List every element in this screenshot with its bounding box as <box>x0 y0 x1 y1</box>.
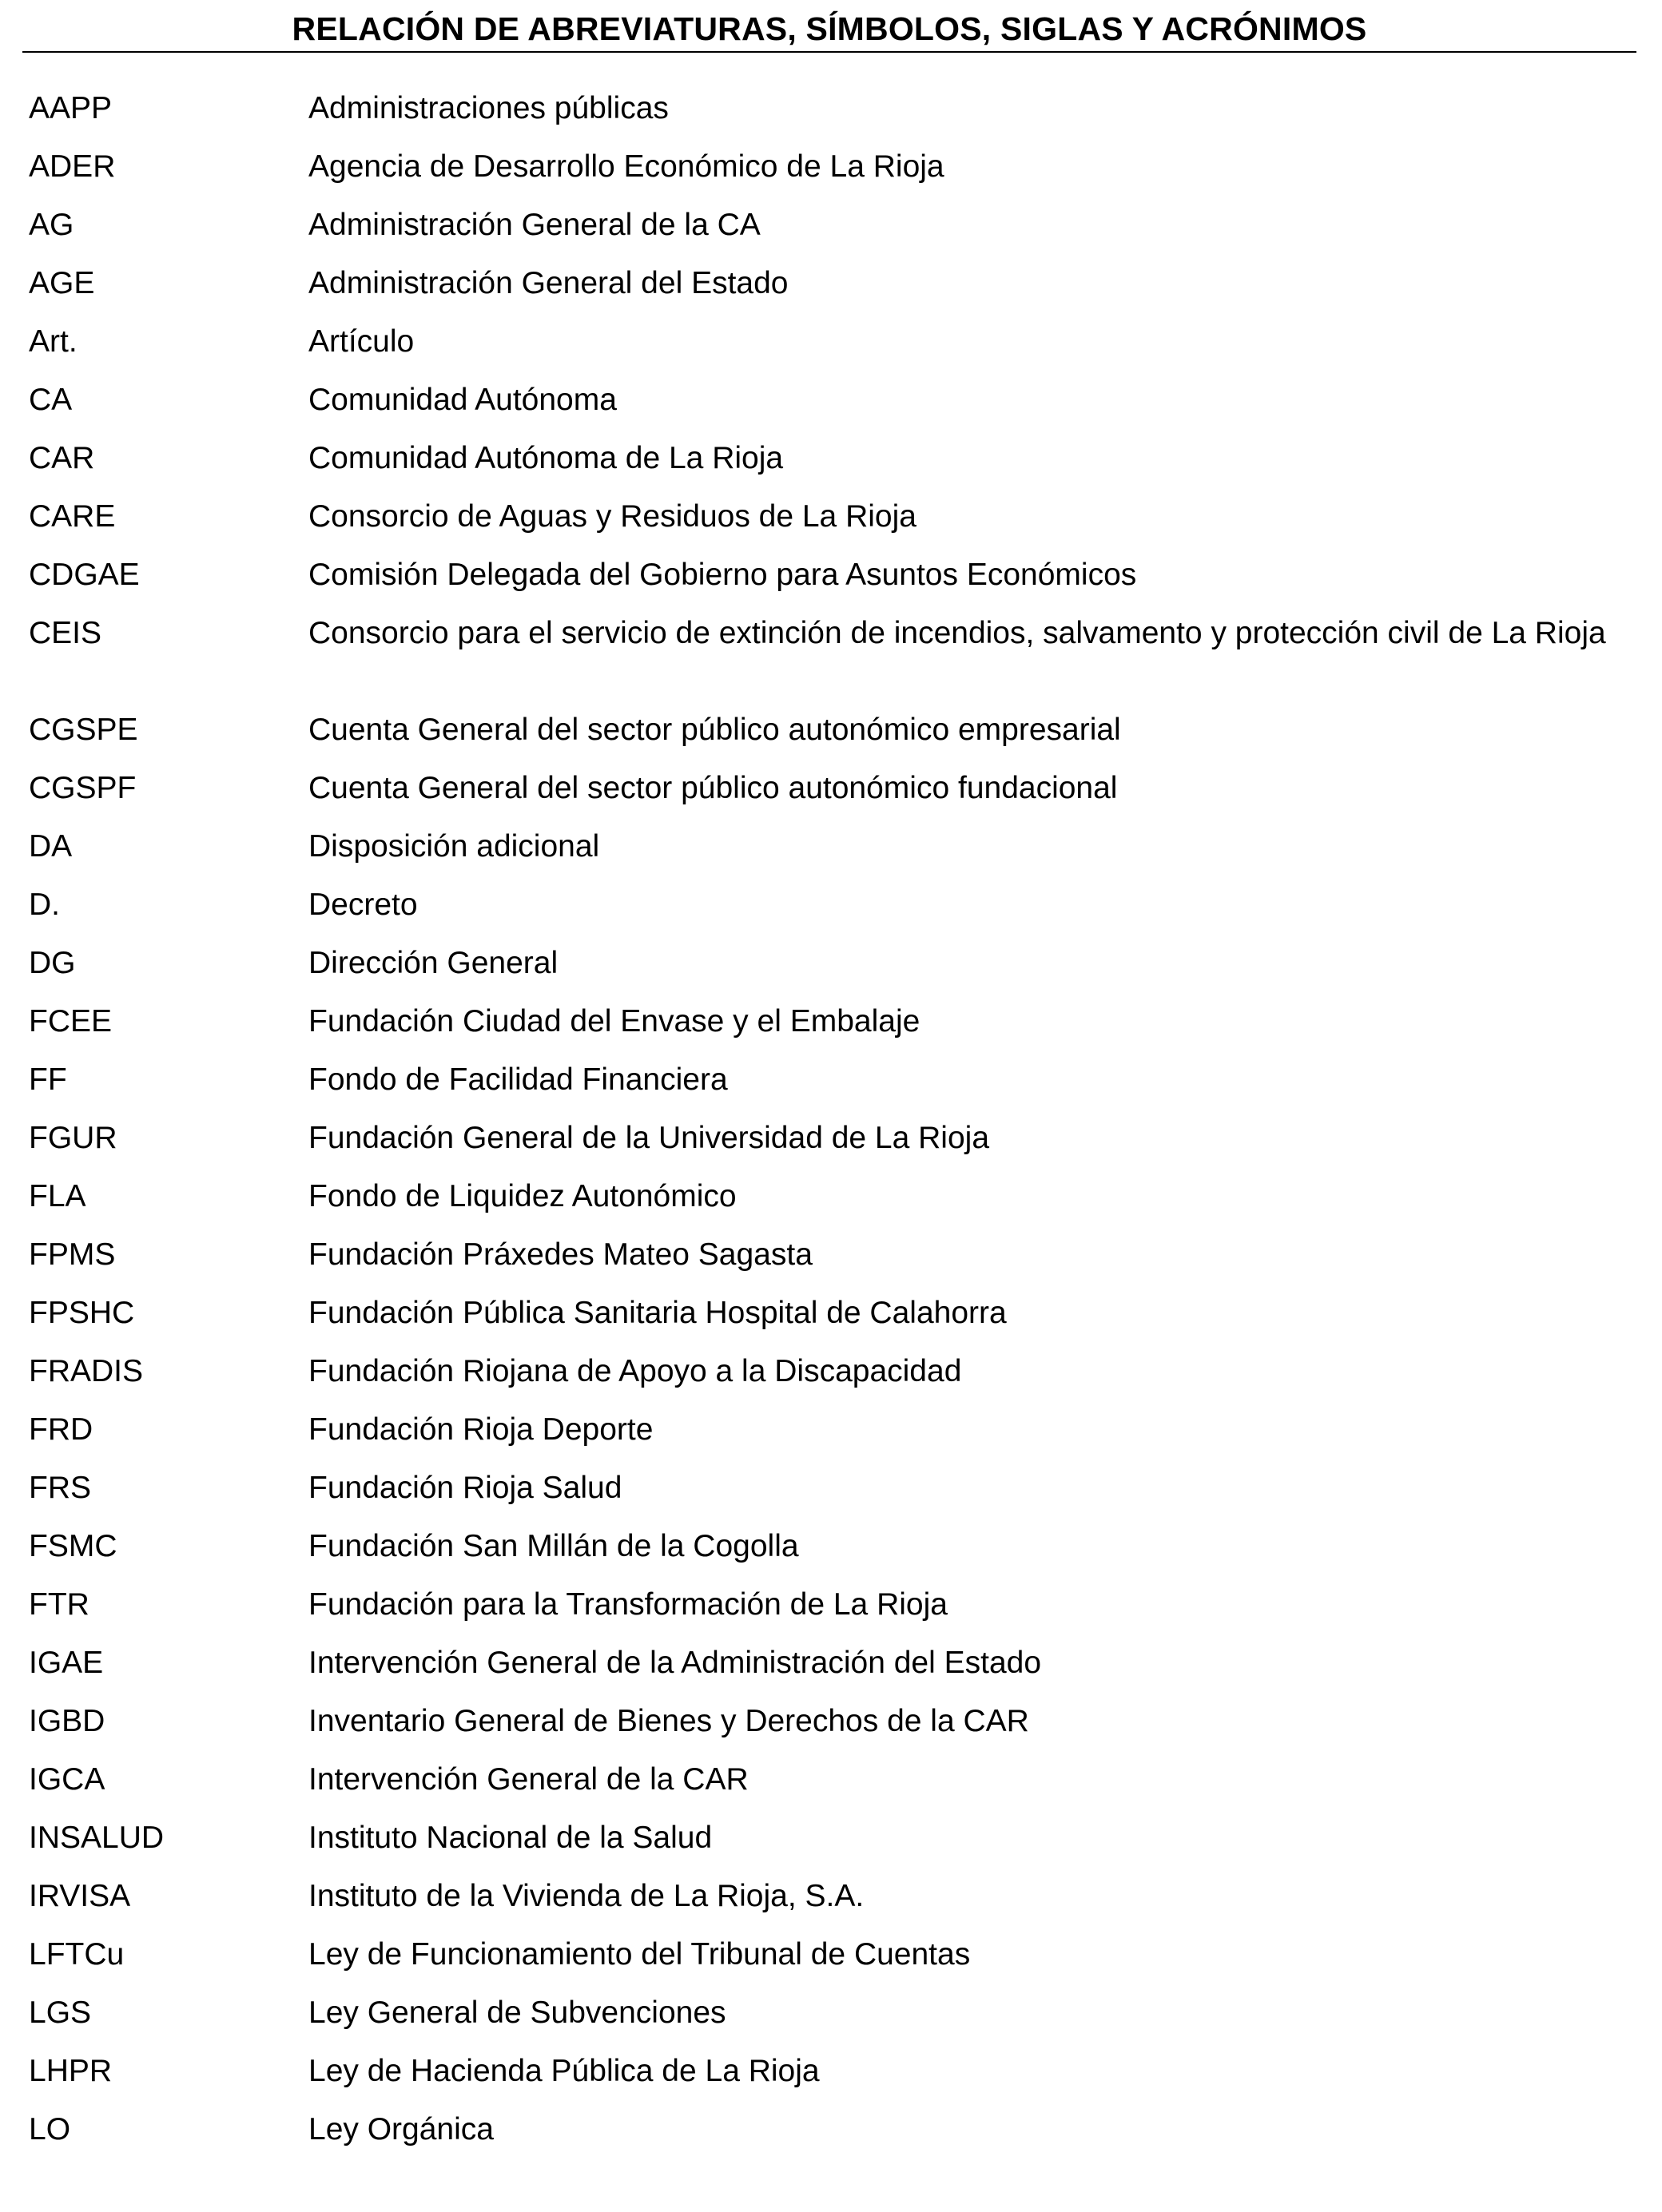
list-item <box>0 1819 1662 1877</box>
abbreviation-definition: Cuenta General del sector público autonómico empresarial <box>308 713 1121 747</box>
abbreviation-definition: Comunidad Autónoma <box>308 383 617 417</box>
list-item <box>0 1061 1662 1119</box>
list-item <box>0 498 1662 556</box>
abbreviation-term: LHPR <box>29 2054 113 2088</box>
abbreviation-definition: Ley General de Subvenciones <box>308 1996 726 2030</box>
abbreviation-definition: Ley de Funcionamiento del Tribunal de Cuentas <box>308 1937 971 1972</box>
page-title: RELACIÓN DE ABREVIATURAS, SÍMBOLOS, SIGLAS Y ACRÓNIMOS <box>292 10 1367 47</box>
list-item <box>0 1469 1662 1527</box>
abbreviation-definition: Administración General del Estado <box>308 266 789 300</box>
list-item <box>0 1236 1662 1294</box>
abbreviation-term: DA <box>29 829 73 864</box>
list-item <box>0 1003 1662 1061</box>
list-item <box>0 1119 1662 1177</box>
abbreviation-term: AGE <box>29 266 95 300</box>
list-item <box>0 1177 1662 1236</box>
abbreviation-term: IGBD <box>29 1704 105 1738</box>
abbreviation-definition: Ley de Hacienda Pública de La Rioja <box>308 2054 820 2088</box>
list-item <box>0 2052 1662 2111</box>
abbreviation-definition: Fundación Rioja Salud <box>308 1471 622 1505</box>
abbreviation-term: CAR <box>29 441 95 475</box>
abbreviation-definition: Ley Orgánica <box>308 2112 494 2146</box>
abbreviation-definition: Comunidad Autónoma de La Rioja <box>308 441 784 475</box>
abbreviation-term: LO <box>29 2112 71 2146</box>
list-item <box>0 1644 1662 1702</box>
abbreviation-definition: Intervención General de la CAR <box>308 1762 749 1797</box>
abbreviation-term: FCEE <box>29 1004 113 1038</box>
list-item <box>0 323 1662 381</box>
abbreviation-definition: Consorcio para el servicio de extinción de incendios, salvamento y protección civil de La Rioja <box>308 616 1606 650</box>
abbreviation-term: FTR <box>29 1587 89 1622</box>
abbreviation-term: AAPP <box>29 91 113 125</box>
list-item <box>0 148 1662 206</box>
abbreviation-term: CGSPF <box>29 771 137 805</box>
abbreviation-list <box>0 89 1662 2169</box>
abbreviation-definition: Artículo <box>308 324 415 359</box>
abbreviation-term: CA <box>29 383 73 417</box>
list-item <box>0 828 1662 886</box>
abbreviation-term: FF <box>29 1062 67 1097</box>
list-item <box>0 89 1662 148</box>
abbreviation-definition: Administración General de la CA <box>308 208 761 242</box>
abbreviation-term: FPSHC <box>29 1296 135 1330</box>
abbreviation-term: ADER <box>29 149 116 184</box>
abbreviation-definition: Fundación Pública Sanitaria Hospital de Calahorra <box>308 1296 1007 1330</box>
list-item <box>0 1411 1662 1469</box>
abbreviation-term: IRVISA <box>29 1879 131 1913</box>
list-item <box>0 944 1662 1003</box>
list-item <box>0 1294 1662 1352</box>
abbreviation-definition: Intervención General de la Administración del Estado <box>308 1646 1042 1680</box>
list-item <box>0 886 1662 944</box>
abbreviation-term: IGAE <box>29 1646 104 1680</box>
abbreviation-term: FRADIS <box>29 1354 144 1388</box>
abbreviation-definition: Inventario General de Bienes y Derechos de la CAR <box>308 1704 1029 1738</box>
list-item <box>0 1702 1662 1761</box>
list-item <box>0 1527 1662 1586</box>
abbreviation-term: INSALUD <box>29 1821 165 1855</box>
list-item <box>0 769 1662 828</box>
list-item <box>0 711 1662 769</box>
list-item <box>0 381 1662 439</box>
abbreviation-term: Art. <box>29 324 78 359</box>
abbreviation-term: CARE <box>29 499 116 534</box>
abbreviation-term: FGUR <box>29 1121 117 1155</box>
abbreviation-definition: Fondo de Liquidez Autonómico <box>308 1179 737 1213</box>
abbreviation-definition: Instituto de la Vivienda de La Rioja, S.A. <box>308 1879 865 1913</box>
abbreviation-term: LGS <box>29 1996 92 2030</box>
abbreviation-term: CEIS <box>29 616 102 650</box>
list-item <box>0 206 1662 264</box>
abbreviation-term: CDGAE <box>29 558 140 592</box>
abbreviation-term: IGCA <box>29 1762 105 1797</box>
list-item <box>0 1994 1662 2052</box>
abbreviation-definition: Fundación para la Transformación de La Rioja <box>308 1587 948 1622</box>
list-item <box>0 556 1662 614</box>
abbreviation-definition: Disposición adicional <box>308 829 600 864</box>
list-item <box>0 1936 1662 1994</box>
abbreviation-term: AG <box>29 208 74 242</box>
title-divider <box>22 51 1636 53</box>
abbreviation-definition: Dirección General <box>308 946 559 980</box>
abbreviation-definition: Fundación Ciudad del Envase y el Embalaje <box>308 1004 920 1038</box>
abbreviation-term: CGSPE <box>29 713 138 747</box>
abbreviation-definition: Fondo de Facilidad Financiera <box>308 1062 728 1097</box>
abbreviation-term: D. <box>29 888 60 922</box>
abbreviation-term: FRD <box>29 1412 93 1447</box>
abbreviation-definition: Decreto <box>308 888 418 922</box>
abbreviation-definition: Instituto Nacional de la Salud <box>308 1821 713 1855</box>
list-item <box>0 2111 1662 2169</box>
abbreviation-term: FPMS <box>29 1237 116 1272</box>
list-item <box>0 1586 1662 1644</box>
abbreviation-term: DG <box>29 946 76 980</box>
abbreviation-definition: Consorcio de Aguas y Residuos de La Rioja <box>308 499 916 534</box>
abbreviation-definition: Cuenta General del sector público autonómico fundacional <box>308 771 1118 805</box>
abbreviation-term: FLA <box>29 1179 86 1213</box>
abbreviation-definition: Agencia de Desarrollo Económico de La Rioja <box>308 149 944 184</box>
list-item <box>0 1761 1662 1819</box>
abbreviation-definition: Fundación Práxedes Mateo Sagasta <box>308 1237 813 1272</box>
abbreviation-definition: Administraciones públicas <box>308 91 669 125</box>
abbreviation-term: FSMC <box>29 1529 117 1563</box>
list-item <box>0 439 1662 498</box>
abbreviation-term: LFTCu <box>29 1937 125 1972</box>
abbreviation-term: FRS <box>29 1471 91 1505</box>
abbreviation-definition: Fundación Rioja Deporte <box>308 1412 654 1447</box>
list-item <box>0 264 1662 323</box>
list-item <box>0 1352 1662 1411</box>
abbreviation-definition: Comisión Delegada del Gobierno para Asuntos Económicos <box>308 558 1137 592</box>
abbreviation-definition: Fundación General de la Universidad de La Rioja <box>308 1121 990 1155</box>
list-item <box>0 614 1662 711</box>
abbreviation-definition: Fundación San Millán de la Cogolla <box>308 1529 799 1563</box>
abbreviation-definition: Fundación Riojana de Apoyo a la Discapacidad <box>308 1354 962 1388</box>
list-item <box>0 1877 1662 1936</box>
